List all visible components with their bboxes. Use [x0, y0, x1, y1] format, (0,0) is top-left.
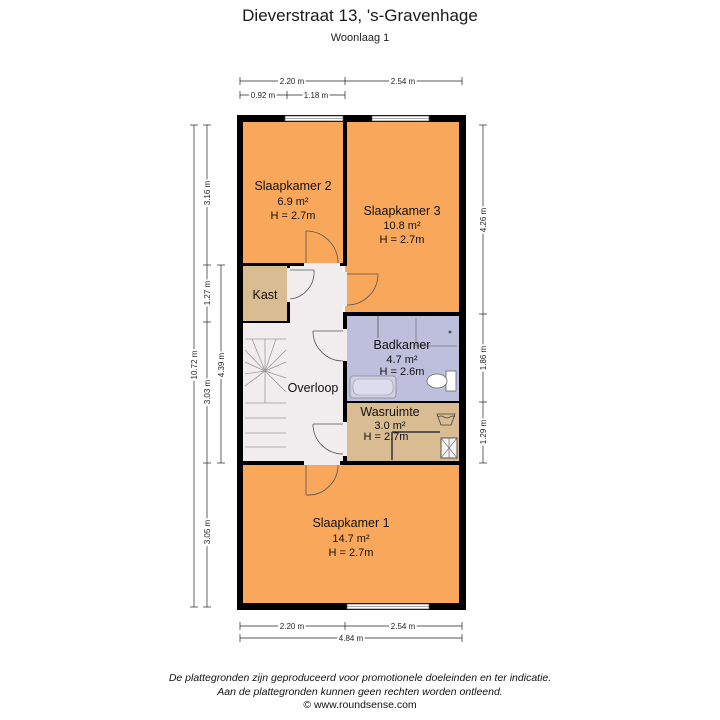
floor-subtitle: Woonlaag 1 — [330, 32, 390, 44]
height-slaapkamer-1: H = 2.7m — [328, 547, 374, 559]
dim-top-sub-b: 1.18 m — [303, 91, 329, 100]
door-opening-slaapkamer-1[interactable] — [304, 461, 340, 465]
door-opening-slaapkamer-3[interactable] — [343, 272, 347, 306]
label-slaapkamer-2: Slaapkamer 2 — [254, 179, 332, 193]
door-opening-badkamer[interactable] — [343, 329, 347, 361]
dim-left-e: 3.05 m — [203, 519, 212, 545]
area-wasruimte: 3.0 m² — [374, 420, 406, 432]
disclaimer-line-2: Aan de plattegronden kunnen geen rechten worden ontleend. — [217, 685, 503, 698]
dim-top-sub-a: 0.92 m — [250, 91, 276, 100]
label-slaapkamer-1: Slaapkamer 1 — [312, 516, 390, 530]
page-title: Dieverstraat 13, 's-Gravenhage — [242, 6, 478, 25]
area-slaapkamer-1: 14.7 m² — [332, 533, 370, 545]
height-slaapkamer-2: H = 2.7m — [270, 210, 316, 222]
area-slaapkamer-2: 6.9 m² — [277, 196, 309, 208]
dim-bottom-total: 4.84 m — [338, 634, 364, 643]
dim-left-a: 3.16 m — [203, 180, 212, 206]
height-slaapkamer-3: H = 2.7m — [379, 234, 425, 246]
dim-bottom-left: 2.20 m — [279, 622, 305, 631]
disclaimer — [0, 672, 720, 713]
dim-left-total: 10.72 m — [190, 350, 199, 380]
label-kast: Kast — [252, 288, 278, 302]
dim-bottom-right: 2.54 m — [390, 622, 416, 631]
dim-left-c: 4.39 m — [217, 352, 226, 378]
label-badkamer: Badkamer — [373, 338, 431, 352]
copyright-link[interactable]: © www.roundsense.com — [303, 699, 417, 711]
room-overloop[interactable] — [287, 266, 343, 461]
dim-right-c: 1.29 m — [479, 419, 488, 445]
dim-right-a: 4.26 m — [479, 207, 488, 233]
dim-left-b: 1.27 m — [203, 280, 212, 306]
dim-right-b: 1.86 m — [479, 345, 488, 371]
height-wasruimte: H = 2.7m — [363, 431, 409, 443]
door-opening-slaapkamer-2[interactable] — [304, 263, 340, 266]
washing-machine-icon — [441, 438, 457, 458]
label-slaapkamer-3: Slaapkamer 3 — [363, 204, 441, 218]
dim-left-d: 3.03 m — [203, 379, 212, 405]
door-opening-kast[interactable] — [287, 268, 290, 302]
label-overloop: Overloop — [287, 381, 339, 395]
label-wasruimte: Wasruimte — [360, 405, 420, 419]
area-badkamer: 4.7 m² — [386, 354, 418, 366]
dim-top-right: 2.54 m — [390, 77, 416, 86]
height-badkamer: H = 2.6m — [379, 366, 425, 378]
bathtub-icon — [350, 376, 396, 398]
area-slaapkamer-3: 10.8 m² — [383, 220, 421, 232]
disclaimer-line-1: De plattegronden zijn geproduceerd voor promotionele doeleinden en ter indicatie. — [168, 672, 552, 684]
door-opening-wasruimte[interactable] — [343, 422, 347, 456]
dim-top-left: 2.20 m — [279, 77, 305, 86]
